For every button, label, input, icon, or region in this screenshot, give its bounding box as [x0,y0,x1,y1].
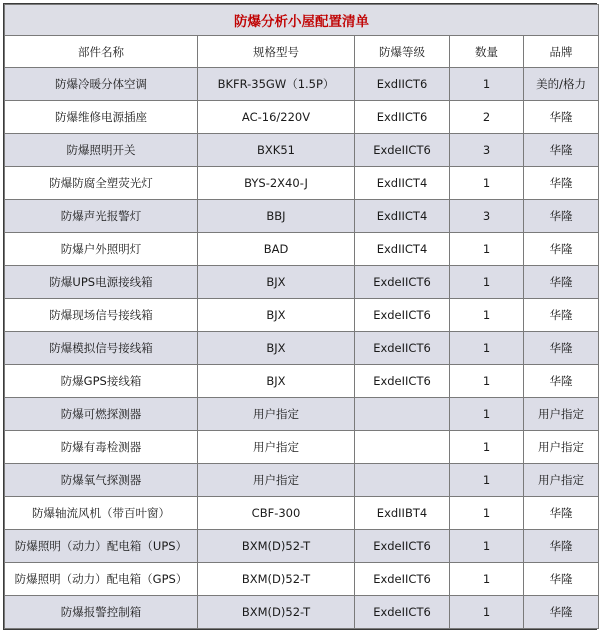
part-name-cell: 防爆冷暖分体空调 [5,68,198,101]
header-row [5,36,599,68]
part-name-cell: 防爆照明开关 [5,134,198,167]
explosion-grade-cell [355,464,450,497]
brand-cell: 美的/格力 [524,68,599,101]
brand-cell: 用户指定 [524,464,599,497]
quantity-cell: 1 [450,68,524,101]
header-quantity: 数量 [450,36,524,68]
part-name-cell: 防爆照明（动力）配电箱（GPS） [5,563,198,596]
explosion-grade-cell: ExdIIBT4 [355,497,450,530]
brand-cell: 华隆 [524,365,599,398]
explosion-grade-cell: ExdIICT6 [355,101,450,134]
brand-cell: 华隆 [524,200,599,233]
brand-cell: 华隆 [524,167,599,200]
quantity-cell: 1 [450,464,524,497]
table-row [5,332,599,365]
table-row [5,398,599,431]
model-cell: 用户指定 [198,398,355,431]
part-name-cell: 防爆有毒检测器 [5,431,198,464]
model-cell: BAD [198,233,355,266]
quantity-cell: 1 [450,398,524,431]
model-cell: AC-16/220V [198,101,355,134]
quantity-cell: 1 [450,365,524,398]
explosion-grade-cell [355,398,450,431]
model-cell: BBJ [198,200,355,233]
table-row [5,101,599,134]
explosion-grade-cell: ExdeIICT6 [355,530,450,563]
quantity-cell: 1 [450,332,524,365]
part-name-cell: 防爆维修电源插座 [5,101,198,134]
table-row [5,431,599,464]
brand-cell: 华隆 [524,332,599,365]
model-cell: BJX [198,299,355,332]
header-model: 规格型号 [198,36,355,68]
explosion-grade-cell: ExdeIICT6 [355,266,450,299]
brand-cell: 华隆 [524,134,599,167]
brand-cell: 用户指定 [524,431,599,464]
table-body [5,68,599,629]
quantity-cell: 1 [450,530,524,563]
quantity-cell: 1 [450,233,524,266]
explosion-grade-cell: ExdeIICT6 [355,596,450,629]
table-row [5,596,599,629]
table-row [5,563,599,596]
explosion-grade-cell: ExdIICT4 [355,167,450,200]
explosion-grade-cell: ExdIICT4 [355,233,450,266]
model-cell: BJX [198,266,355,299]
header-brand: 品牌 [524,36,599,68]
table-row [5,497,599,530]
table-title: 防爆分析小屋配置清单 [5,5,599,36]
explosion-grade-cell: ExdeIICT6 [355,299,450,332]
model-cell: BJX [198,365,355,398]
quantity-cell: 3 [450,200,524,233]
part-name-cell: 防爆声光报警灯 [5,200,198,233]
quantity-cell: 1 [450,563,524,596]
header-part-name: 部件名称 [5,36,198,68]
model-cell: BXK51 [198,134,355,167]
quantity-cell: 1 [450,431,524,464]
table-row [5,68,599,101]
part-name-cell: 防爆现场信号接线箱 [5,299,198,332]
table-row [5,365,599,398]
table-row [5,299,599,332]
part-name-cell: 防爆氧气探测器 [5,464,198,497]
model-cell: 用户指定 [198,431,355,464]
brand-cell: 华隆 [524,101,599,134]
config-list-table-container [3,3,597,630]
model-cell: BXM(D)52-T [198,563,355,596]
part-name-cell: 防爆报警控制箱 [5,596,198,629]
explosion-grade-cell: ExdIICT4 [355,200,450,233]
brand-cell: 华隆 [524,299,599,332]
model-cell: BXM(D)52-T [198,530,355,563]
model-cell: CBF-300 [198,497,355,530]
model-cell: BXM(D)52-T [198,596,355,629]
quantity-cell: 3 [450,134,524,167]
brand-cell: 用户指定 [524,398,599,431]
table-row [5,233,599,266]
model-cell: BKFR-35GW（1.5P） [198,68,355,101]
brand-cell: 华隆 [524,530,599,563]
brand-cell: 华隆 [524,596,599,629]
quantity-cell: 1 [450,596,524,629]
brand-cell: 华隆 [524,497,599,530]
header-explosion-grade: 防爆等级 [355,36,450,68]
part-name-cell: 防爆可燃探测器 [5,398,198,431]
part-name-cell: 防爆UPS电源接线箱 [5,266,198,299]
part-name-cell: 防爆户外照明灯 [5,233,198,266]
model-cell: BYS-2X40-J [198,167,355,200]
table-row [5,266,599,299]
brand-cell: 华隆 [524,266,599,299]
table-row [5,134,599,167]
explosion-grade-cell: ExdeIICT6 [355,365,450,398]
config-list-table [4,4,599,629]
explosion-grade-cell: ExdIICT6 [355,68,450,101]
part-name-cell: 防爆照明（动力）配电箱（UPS） [5,530,198,563]
model-cell: BJX [198,332,355,365]
quantity-cell: 2 [450,101,524,134]
table-row [5,167,599,200]
brand-cell: 华隆 [524,233,599,266]
part-name-cell: 防爆GPS接线箱 [5,365,198,398]
table-row [5,200,599,233]
model-cell: 用户指定 [198,464,355,497]
explosion-grade-cell: ExdeIICT6 [355,332,450,365]
part-name-cell: 防爆防腐全塑荧光灯 [5,167,198,200]
explosion-grade-cell [355,431,450,464]
quantity-cell: 1 [450,167,524,200]
quantity-cell: 1 [450,266,524,299]
explosion-grade-cell: ExdeIICT6 [355,563,450,596]
quantity-cell: 1 [450,299,524,332]
table-row [5,464,599,497]
table-row [5,530,599,563]
part-name-cell: 防爆轴流风机（带百叶窗） [5,497,198,530]
brand-cell: 华隆 [524,563,599,596]
explosion-grade-cell: ExdeIICT6 [355,134,450,167]
part-name-cell: 防爆模拟信号接线箱 [5,332,198,365]
quantity-cell: 1 [450,497,524,530]
